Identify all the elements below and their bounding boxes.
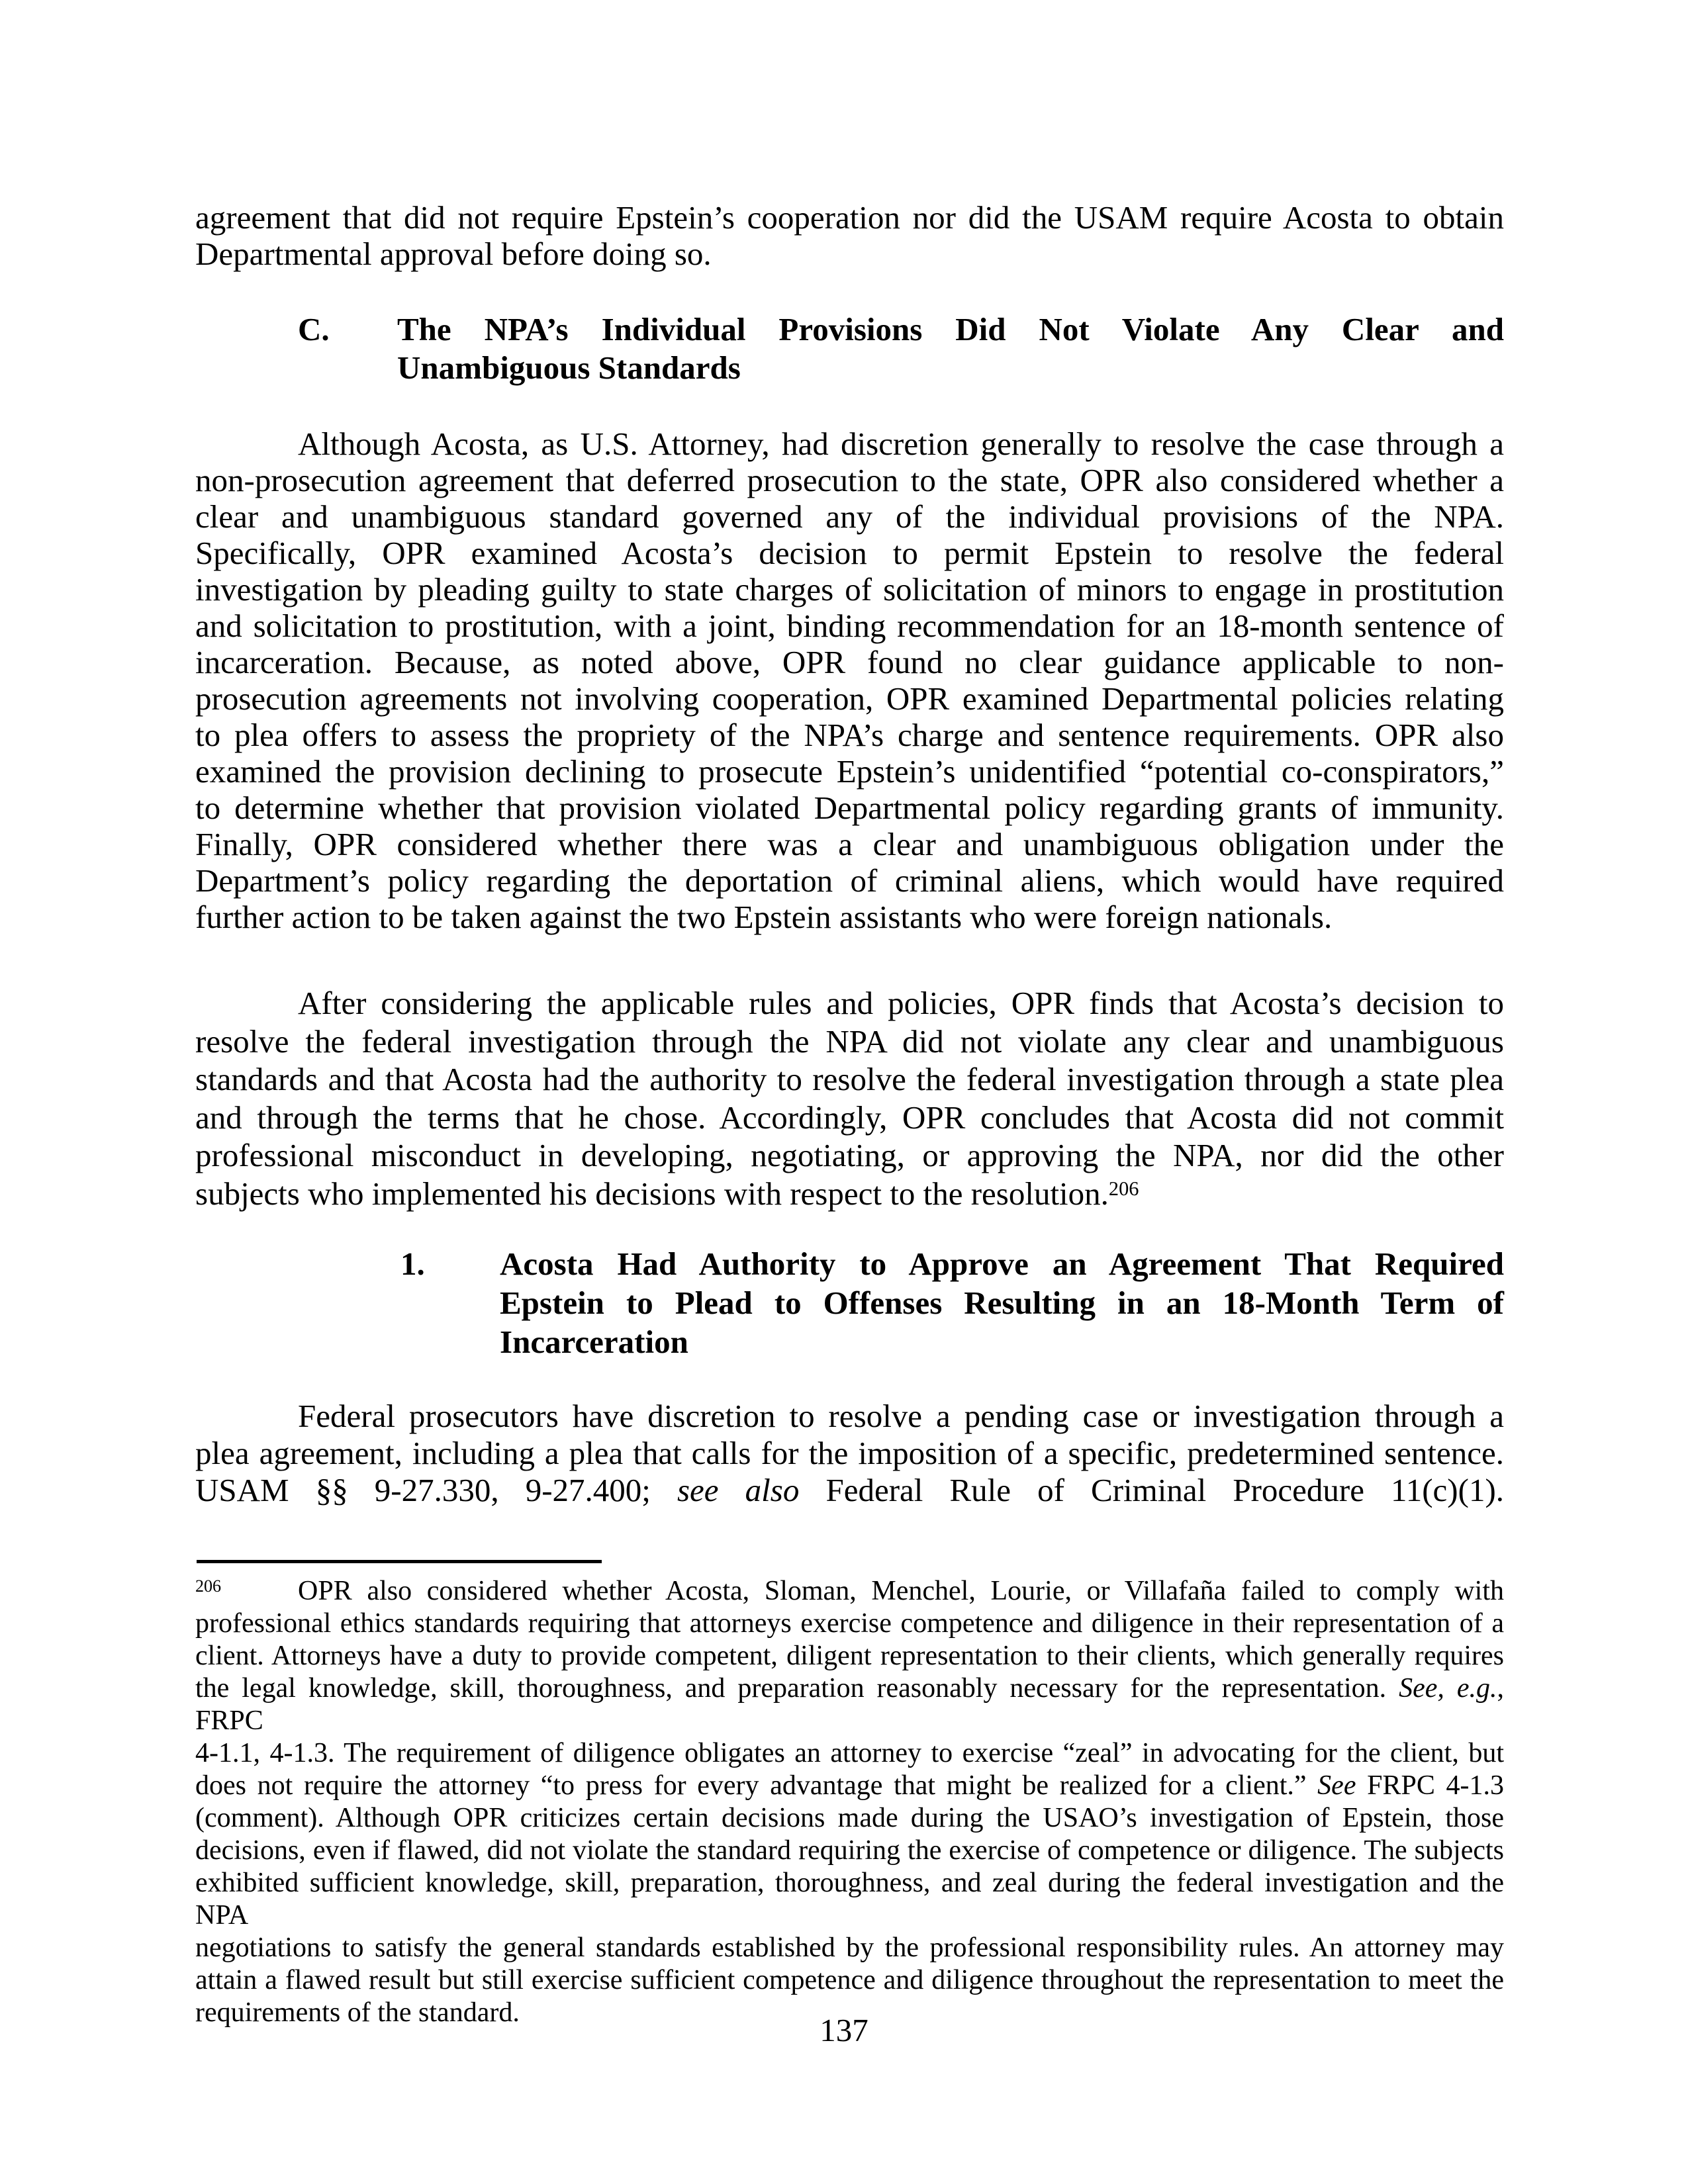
text-segment: USAM §§ 9-27.330, 9-27.400; [195,1472,677,1508]
text-line [195,984,1504,1023]
text-segment: The NPA’s Individual Provisions Did Not Violate Any Clear and [397,311,1504,347]
text-segment: , FRPC [195,1673,1504,1736]
text-line [195,1964,1504,1997]
text-segment: See [1317,1770,1356,1801]
text-line [195,862,1504,899]
text-segment: Departmental approval before doing so. [195,236,712,272]
text-segment: agreement that did not require Epstein’s cooperation nor did the USAM require Acosta to obtain [195,199,1504,236]
page-number: 137 [820,2012,868,2048]
text-segment: Specifically, OPR examined Acosta’s decision to permit Epstein to resolve the federal [195,535,1504,571]
footnote-reference: 206 [195,1576,222,1596]
text-segment: plea agreement, including a plea that calls for the imposition of a specific, predetermined sentence. [195,1435,1504,1471]
text-segment: Acosta Had Authority to Approve an Agreement That Required [500,1246,1504,1282]
text-segment: client. Attorneys have a duty to provide competent, diligent representation to their clients, which generally requires [195,1641,1504,1671]
text-segment: Incarceration [500,1324,688,1360]
text-segment: the legal knowledge, skill, thoroughness, and preparation reasonably necessary for the representation. [195,1673,1399,1704]
text-segment: (comment). Although OPR criticizes certain decisions made during the USAO’s investigation of Epstein, those [195,1803,1504,1833]
text-segment: subjects who implemented his decisions with respect to the resolution. [195,1175,1109,1212]
text-segment: professional misconduct in developing, negotiating, or approving the NPA, nor did the other [195,1137,1504,1173]
text-segment: clear and unambiguous standard governed any of the individual provisions of the NPA. [195,498,1504,535]
text-line [195,236,1504,272]
text-line [195,1398,1504,1435]
text-segment: investigation by pleading guilty to state charges of solicitation of minors to engage in prostitution [195,571,1504,608]
paragraph-although [195,426,1504,935]
text-line [195,1099,1504,1137]
text-segment: negotiations to satisfy the general standards established by the professional responsibility rules. An attorney may [195,1933,1504,1963]
text-segment: Department’s policy regarding the deportation of criminal aliens, which would have required [195,862,1504,899]
text-line [195,498,1504,535]
text-line [195,535,1504,571]
text-line [195,680,1504,717]
text-segment: incarceration. Because, as noted above, OPR found no clear guidance applicable to non- [195,644,1504,680]
text-line [195,1802,1504,1835]
text-line [195,426,1504,462]
text-segment: Epstein to Plead to Offenses Resulting in an 18-Month Term of [500,1285,1504,1321]
text-segment: see also [677,1472,800,1508]
text-line [195,1932,1504,1964]
text-line [195,1867,1504,1932]
footnote-206 [195,1575,1504,2029]
text-line [397,349,1504,387]
text-line [500,1322,1504,1361]
text-segment: resolve the federal investigation through the NPA did not violate any clear and unambiguous [195,1023,1504,1060]
text-line [195,1770,1504,1802]
intro-paragraph [195,199,1504,272]
text-line [195,1472,1504,1509]
text-line [195,1672,1504,1737]
text-line [195,462,1504,498]
footnote-reference: 206 [1108,1177,1139,1200]
text-segment: Although Acosta, as U.S. Attorney, had discretion generally to resolve the case through a [298,426,1504,462]
text-segment: Finally, OPR considered whether there was a clear and unambiguous obligation under the [195,826,1504,862]
text-line [195,1435,1504,1472]
section-c-heading [298,310,1504,387]
text-line [397,310,1504,349]
paragraph-federal-prosecutors [195,1398,1504,1509]
paragraph-after-considering [195,984,1504,1212]
text-line [195,1175,1504,1213]
subsection-1-heading [400,1244,1504,1361]
text-segment: prosecution agreements not involving cooperation, OPR examined Departmental policies relating [195,680,1504,717]
subsection-1-label: 1. [400,1246,425,1282]
text-line [195,1835,1504,1867]
text-line [195,1575,1504,1608]
text-segment: attain a flawed result but still exercise sufficient competence and diligence throughout the representation to meet the [195,1965,1504,1995]
text-segment: See, e.g. [1399,1673,1497,1704]
text-line [195,199,1504,236]
text-segment: does not require the attorney “to press for every advantage that might be realized for a client.” [195,1770,1318,1801]
text-line [195,790,1504,826]
text-line [195,1060,1504,1099]
text-segment: to determine whether that provision violated Departmental policy regarding grants of immunity. [195,790,1504,826]
text-line [195,899,1504,935]
text-segment: and through the terms that he chose. Accordingly, OPR concludes that Acosta did not commit [195,1099,1504,1136]
text-line [195,826,1504,862]
section-c-label: C. [298,311,330,347]
text-segment: Federal prosecutors have discretion to resolve a pending case or investigation through a [298,1398,1504,1434]
text-line [195,644,1504,680]
text-line [195,1608,1504,1640]
text-segment: Unambiguous Standards [397,349,741,386]
text-line [195,571,1504,608]
text-segment: decisions, even if flawed, did not violate the standard requiring the exercise of competence or diligence. The subjects [195,1835,1504,1866]
footnote-separator-rule [197,1560,602,1563]
text-segment: further action to be taken against the two Epstein assistants who were foreign nationals. [195,899,1333,935]
text-line [195,717,1504,753]
text-segment: OPR also considered whether Acosta, Sloman, Menchel, Lourie, or Villafaña failed to comply with [298,1576,1504,1606]
subsection-1-title [500,1244,1504,1361]
text-line [195,753,1504,790]
text-segment: 4-1.1, 4-1.3. The requirement of diligence obligates an attorney to exercise “zeal” in advocating for the client, but [195,1738,1504,1768]
text-segment: and solicitation to prostitution, with a joint, binding recommendation for an 18-month sentence of [195,608,1504,644]
section-c-title [397,310,1504,387]
text-segment: requirements of the standard. [195,1997,520,2028]
text-line [195,1023,1504,1061]
text-line [195,1640,1504,1672]
text-segment: non-prosecution agreement that deferred prosecution to the state, OPR also considered whether a [195,462,1504,498]
text-segment: Federal Rule of Criminal Procedure 11(c)(1). [799,1472,1505,1508]
text-line [500,1283,1504,1322]
text-segment: standards and that Acosta had the authority to resolve the federal investigation through a state plea [195,1061,1504,1097]
text-segment: After considering the applicable rules and policies, OPR finds that Acosta’s decision to [298,985,1504,1021]
text-line [195,1136,1504,1175]
text-line [195,1737,1504,1770]
text-segment: examined the provision declining to prosecute Epstein’s unidentified “potential co-conspirators,” [195,753,1504,790]
text-segment: exhibited sufficient knowledge, skill, preparation, thoroughness, and zeal during the federal investigation and the NPA [195,1868,1504,1931]
text-line [500,1244,1504,1283]
text-line [195,608,1504,644]
text-segment: FRPC 4-1.3 [1356,1770,1504,1801]
text-segment: to plea offers to assess the propriety of the NPA’s charge and sentence requirements. OPR also [195,717,1504,753]
text-segment: professional ethics standards requiring that attorneys exercise competence and diligence in their representation of a [195,1608,1504,1639]
